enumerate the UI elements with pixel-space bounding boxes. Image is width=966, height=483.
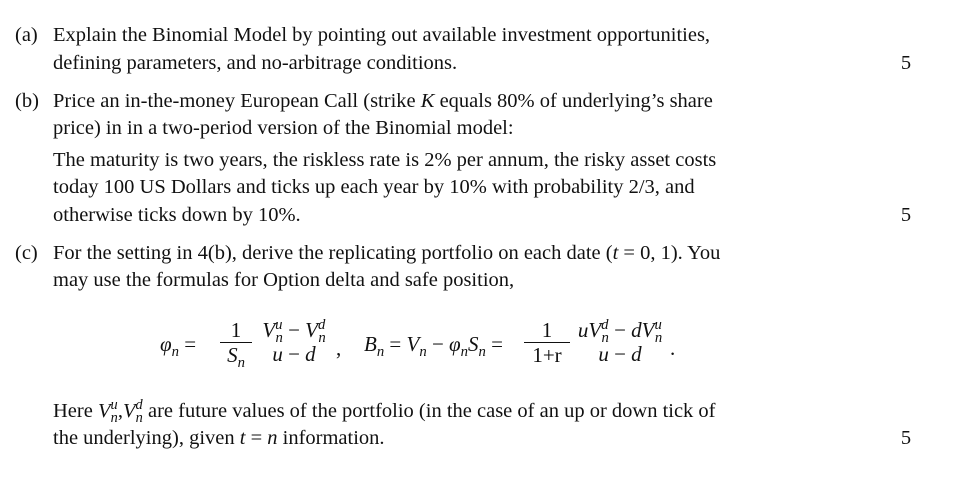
part-a-label: (a): [15, 24, 38, 46]
part-c-label: (c): [15, 242, 38, 264]
part-b-label: (b): [15, 90, 39, 112]
part-c-here-line: Here $V^u_n,V^d_n$ are future values of the portfolio (in the case of an up or down tick of: [53, 397, 716, 427]
frac-delta: $V^u_n - V^d_n$ u − d: [262, 317, 326, 366]
formula-period: .: [670, 336, 676, 360]
part-c-line-1: [53, 240, 720, 266]
phi-lhs: $\varphi_n$ =: [160, 332, 197, 361]
part-b-line-2: price) in in a two-period version of the Binomial model:: [53, 117, 514, 139]
formula-comma: ,: [336, 336, 342, 360]
part-a-line-2: defining parameters, and no-arbitrage conditions.: [53, 52, 458, 74]
strike-variable: K: [420, 90, 435, 112]
part-b-line-4: today 100 US Dollars and ticks up each year by 10% with probability 2/3, and: [53, 176, 695, 198]
part-c-line-1-post: = 0, 1). You: [618, 242, 721, 264]
part-c-line-2: may use the formulas for Option delta and safe position,: [53, 269, 515, 291]
frac-safe-position: $uV^d_n - dV^u_n$ u − d: [577, 317, 663, 366]
frac-discount: $\frac{1}{1+r}$: [524, 318, 570, 367]
part-b-line-1: [53, 88, 713, 114]
part-b-line-1-post: equals 80% of underlying’s share: [434, 90, 713, 112]
time-variable: t: [612, 242, 619, 264]
part-b-line-3: The maturity is two years, the riskless rate is 2% per annum, the risky asset costs: [53, 149, 717, 171]
b-lhs: $B_n = V_n - \varphi_nS_n$ =: [364, 332, 503, 361]
part-c-marks: 5: [900, 427, 912, 449]
part-b-marks: 5: [900, 204, 912, 226]
part-b-line-1-pre: Price an in-the-money European Call (strike: [53, 90, 421, 112]
part-c-last-line: the underlying), given t = n information.: [53, 427, 385, 449]
part-b-line-5: otherwise ticks down by 10%.: [53, 204, 301, 226]
part-a-line-1: Explain the Binomial Model by pointing out available investment opportunities,: [53, 24, 711, 46]
part-a-marks: 5: [900, 52, 912, 74]
part-c-line-1-pre: For the setting in 4(b), derive the replicating portfolio on each date (: [53, 242, 613, 264]
frac-one-over-s: $\frac{1}{S_n}$: [220, 318, 252, 367]
